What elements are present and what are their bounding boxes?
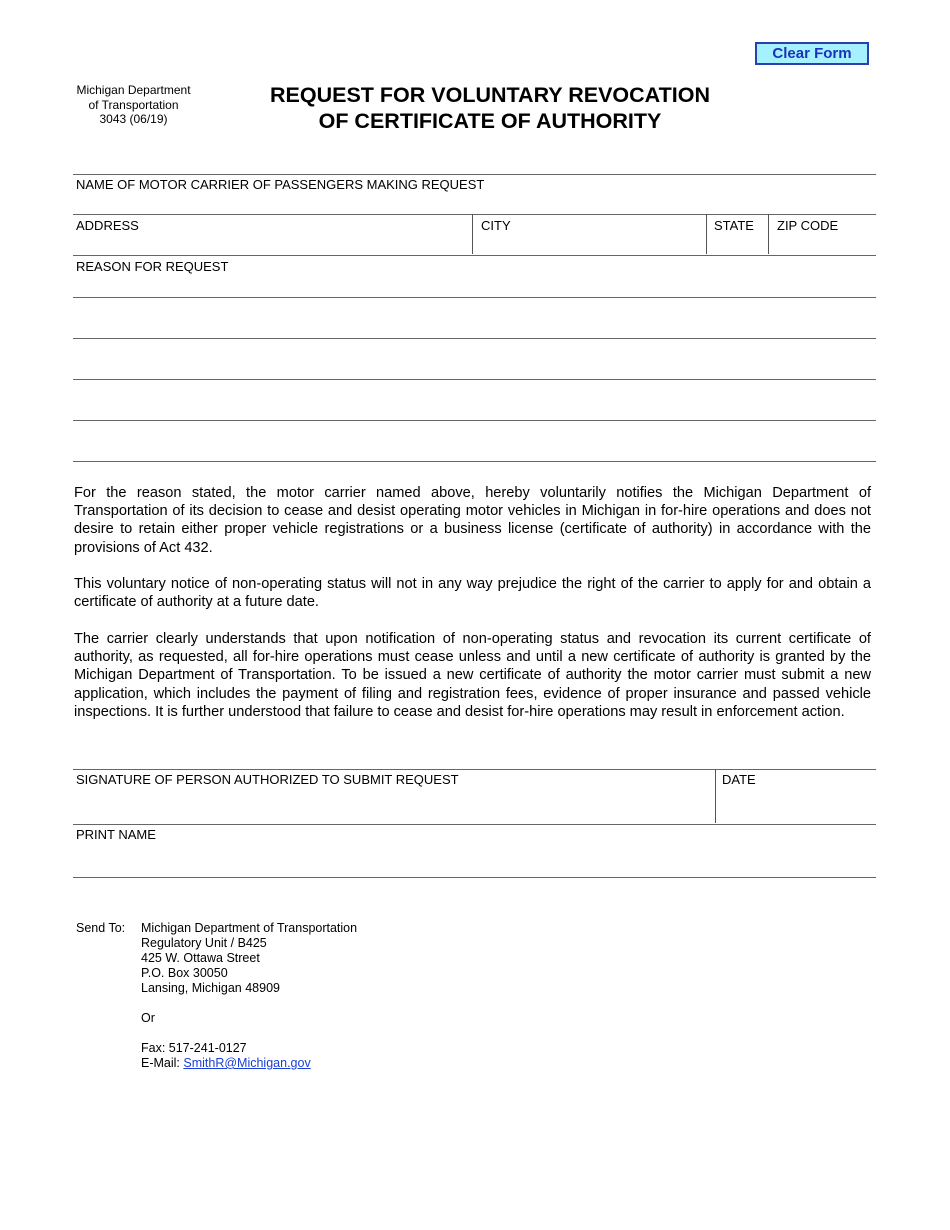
- agency-name-line1: Michigan Department: [76, 83, 191, 97]
- address-input[interactable]: [76, 235, 466, 252]
- column-divider: [715, 769, 716, 823]
- address-label: ADDRESS: [76, 218, 139, 233]
- divider: [73, 769, 876, 770]
- reason-line: [73, 297, 876, 298]
- email-prefix: E-Mail:: [141, 1056, 184, 1070]
- title-line2: OF CERTIFICATE OF AUTHORITY: [318, 109, 662, 133]
- reason-label: REASON FOR REQUEST: [76, 259, 229, 274]
- divider: [73, 174, 876, 175]
- agency-name-line2: of Transportation: [88, 97, 179, 112]
- state-input[interactable]: [714, 235, 764, 252]
- reason-input-line-4[interactable]: [76, 400, 871, 418]
- city-input[interactable]: [481, 235, 701, 252]
- email-line: [141, 1056, 311, 1071]
- print-name-input[interactable]: [76, 852, 871, 872]
- reason-input-line-3[interactable]: [76, 359, 871, 377]
- state-label: STATE: [714, 218, 754, 233]
- statement-paragraph-3: The carrier clearly understands that upon notification of non-operating status and revocation its current certificate of authority, as requested, all for-hire operations must cease unless and until a new certificate of authority is granted by the Michigan Department of Transportation. To be issued a new certificate of authority the motor carrier must submit a new application, which includes the payment of filing and registration fees, evidence of proper insurance and passed vehicle inspections. It is further understood that failure to cease and desist for-hire operations may result in enforcement action.: [74, 631, 871, 720]
- signature-input[interactable]: [76, 798, 706, 818]
- reason-line: [73, 379, 876, 380]
- divider: [73, 214, 876, 215]
- signature-label: SIGNATURE OF PERSON AUTHORIZED TO SUBMIT REQUEST: [76, 772, 459, 787]
- date-input[interactable]: [722, 798, 872, 818]
- reason-input-line-5[interactable]: [76, 441, 871, 459]
- address-line: Michigan Department of Transportation: [141, 921, 358, 935]
- form-number: 3043 (06/19): [99, 112, 168, 126]
- reason-input-line-1[interactable]: [76, 277, 871, 295]
- city-label: CITY: [481, 218, 511, 233]
- reason-line: [73, 461, 876, 462]
- divider: [73, 824, 876, 825]
- address-line: Regulatory Unit / B425: [141, 936, 267, 950]
- clear-form-button[interactable]: Clear Form: [755, 42, 869, 65]
- address-line: P.O. Box 30050: [141, 966, 228, 980]
- statement-paragraph-1: For the reason stated, the motor carrier named above, hereby voluntarily notifies the Michigan Department of Transportation of its decision to cease and desist operating motor vehicles in Michigan in for-hire operations and does not desire to retain either proper vehicle registrations or a business license (certificate of authority) in accordance with the provisions of Act 432.: [74, 485, 871, 556]
- print-name-label: PRINT NAME: [76, 827, 156, 842]
- mailing-address: [141, 921, 357, 996]
- address-line: Lansing, Michigan 48909: [141, 981, 280, 995]
- column-divider: [706, 214, 707, 254]
- carrier-name-input[interactable]: [76, 195, 871, 212]
- zip-code-input[interactable]: [777, 235, 872, 252]
- or-text: Or: [141, 1011, 155, 1025]
- carrier-name-label: NAME OF MOTOR CARRIER OF PASSENGERS MAKING REQUEST: [76, 177, 485, 192]
- column-divider: [768, 214, 769, 254]
- agency-block: [66, 83, 201, 127]
- zip-code-label: ZIP CODE: [777, 218, 839, 233]
- divider: [73, 255, 876, 256]
- page-title: [225, 82, 755, 134]
- reason-input-line-2[interactable]: [76, 318, 871, 336]
- reason-line: [73, 338, 876, 339]
- statement-paragraph-2: This voluntary notice of non-operating status will not in any way prejudice the right of the carrier to apply for and obtain a certificate of authority at a future date.: [74, 576, 871, 611]
- reason-line: [73, 420, 876, 421]
- email-link[interactable]: SmithR@Michigan.gov: [183, 1056, 311, 1070]
- divider: [73, 877, 876, 878]
- fax-number: Fax: 517-241-0127: [141, 1041, 247, 1055]
- date-label: DATE: [722, 772, 756, 787]
- title-line1: REQUEST FOR VOLUNTARY REVOCATION: [270, 83, 710, 107]
- send-to-label: Send To:: [76, 921, 126, 935]
- address-line: 425 W. Ottawa Street: [141, 951, 260, 965]
- column-divider: [472, 214, 473, 254]
